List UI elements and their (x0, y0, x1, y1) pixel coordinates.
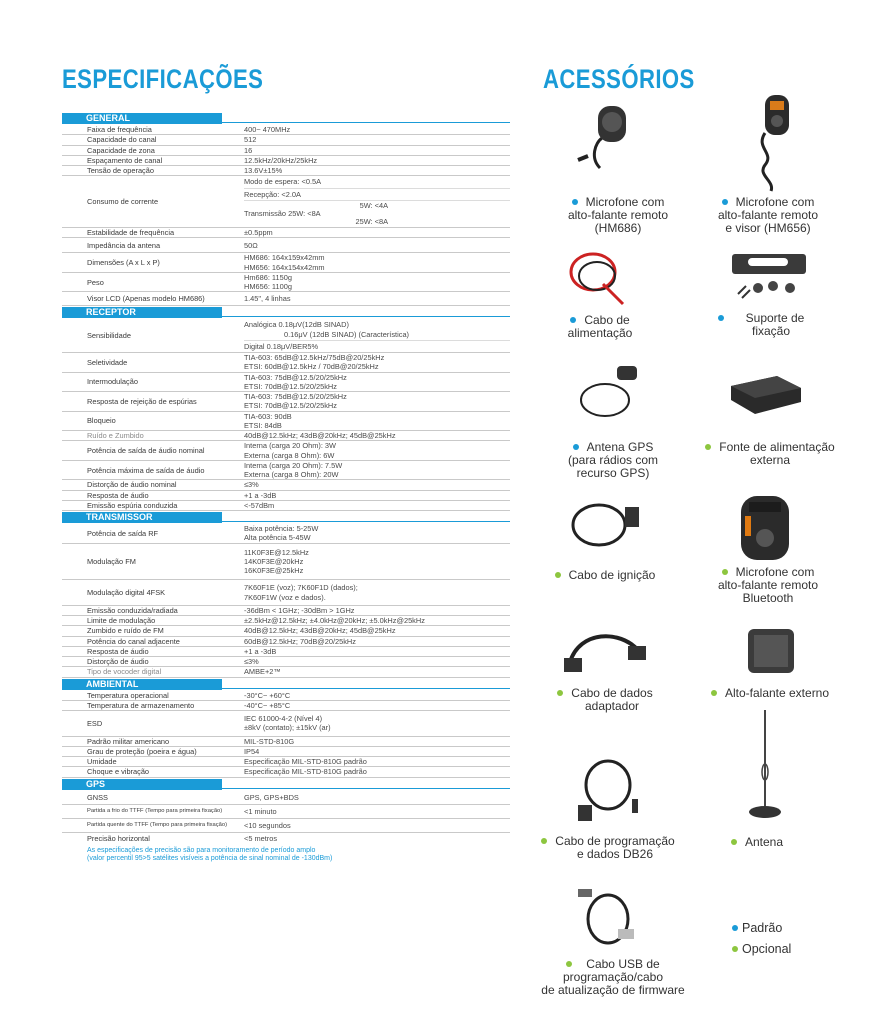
table-row: Potência do canal adjacente 60dB@12.5kHz; 70dB@20/25kHz (62, 637, 510, 647)
accessory-power-supply: Fonte de alimentação externa (700, 441, 840, 467)
table-row: Potência máxima de saída de áudio Interna (carga 20 Ohm): 7.5W Externa (carga 8 Ohm): 20W (62, 461, 510, 481)
table-row: Dimensões (A x L x P) HM686: 164x159x42mm HM656: 164x154x42mm (62, 253, 510, 273)
optional-bullet-icon (731, 839, 737, 845)
section-header: GENERAL (62, 113, 222, 124)
section-ambiental (62, 679, 510, 691)
accessory-bluetooth-mic: Microfone com alto-falante remoto Bluetooth (717, 565, 819, 605)
table-row: Seletividade TIA-603: 65dB@12.5kHz/75dB@20/25kHz ETSI: 60dB@12.5kHz / 70dB@20/25kHz (62, 353, 510, 373)
ignition-cable-icon (567, 495, 647, 555)
table-row: Peso Hm686: 1150g HM656: 1100g (62, 273, 510, 293)
table-row: Temperatura operacional -30°C~ +60°C (62, 691, 510, 701)
section-header: GPS (62, 779, 222, 790)
table-row: Emissão espúria conduzida <-57dBm (62, 501, 510, 511)
data-adapter-cable-icon (560, 620, 650, 680)
section-header: RECEPTOR (62, 307, 222, 318)
optional-bullet-icon (555, 572, 561, 578)
spec-title: ESPECIFICAÇÕES (62, 64, 264, 94)
table-row: Bloqueio TIA-603: 90dB ETSI: 84dB (62, 412, 510, 432)
optional-bullet-icon (541, 838, 547, 844)
table-row: Sensibilidade Analógica 0.18μV(12dB SINAD) 0.16μV (12dB SINAD) (Característica) Digital 0.18μV/BER5% (62, 319, 510, 353)
accessory-antenna: Antena (722, 836, 792, 849)
table-row: Potência de saída RF Baixa potência: 5-25W Alta potência 5-45W (62, 524, 510, 544)
accessory-gps-antenna: Antena GPS (para rádios com recurso GPS) (567, 440, 659, 480)
table-row: Partida a frio do TTFF (Tempo para primeira fixação) <1 minuto (62, 805, 510, 819)
accessory-usb-cable: Cabo USB de programação/cabo de atualização de firmware (541, 957, 685, 997)
spec-table (62, 112, 510, 863)
table-row: Capacidade do canal 512 (62, 135, 510, 145)
table-row: Zumbido e ruído de FM 40dB@12.5kHz; 43dB@20kHz; 45dB@25kHz (62, 626, 510, 636)
section-header: TRANSMISSOR (62, 512, 222, 523)
table-row: Tipo de vocoder digital AMBE+2™ (62, 667, 510, 677)
accessory-power-cable: Cabo de alimentação (567, 313, 633, 340)
table-row: Estabilidade de frequência ±0.5ppm (62, 228, 510, 238)
table-row: Potência de saída de áudio nominal Interna (carga 20 Ohm): 3W Externa (carga 8 Ohm): 6W (62, 441, 510, 461)
power-cable-icon (563, 244, 633, 314)
table-row: Distorção de áudio ≤3% (62, 657, 510, 667)
mounting-bracket-icon (718, 246, 818, 306)
table-row: Visor LCD (Apenas modelo HM686) 1.45", 4 linhas (62, 292, 510, 306)
table-row: Faixa de frequência 400~ 470MHz (62, 125, 510, 135)
table-row: Distorção de áudio nominal ≤3% (62, 480, 510, 490)
table-row: Precisão horizontal <5 metros (87, 834, 278, 844)
accessory-bracket: Suporte de fixação (706, 312, 816, 338)
hand-microphone-icon (570, 98, 650, 178)
table-row: Umidade Especificação MIL-STD-810G padrão (62, 757, 510, 767)
section-transmissor (62, 512, 510, 524)
table-row: Capacidade de zona 16 (62, 146, 510, 156)
table-row: Temperatura de armazenamento -40°C~ +85°C (62, 701, 510, 711)
gps-note: As especificações de precisão são para monitoramento de período amplo (valor percentil 95>5 satélites visíveis a potência de sinal nominal de -130dBm) (87, 846, 333, 863)
standard-bullet-icon (573, 444, 579, 450)
table-row: Intermodulação TIA-603: 75dB@12.5/20/25kHz ETSI: 70dB@12.5/20/25kHz (62, 373, 510, 393)
table-row: Partida quente do TTFF (Tempo para primeira fixação) <10 segundos (62, 819, 510, 833)
power-supply-icon (725, 370, 805, 420)
standard-bullet-icon (722, 199, 728, 205)
table-row: ESD IEC 61000-4-2 (Nível 4) ±8kV (contato); ±15kV (ar) (62, 711, 510, 737)
table-row: Choque e vibração Especificação MIL-STD-810G padrão (62, 767, 510, 777)
antenna-icon (740, 706, 790, 826)
accessory-db26-cable: Cabo de programação e dados DB26 (533, 835, 683, 861)
external-speaker-icon (740, 623, 800, 683)
accessory-ignition-cable: Cabo de ignição (540, 569, 670, 582)
gps-antenna-icon (575, 358, 645, 428)
standard-bullet-icon (718, 315, 724, 321)
table-row: Tensão de operação 13.6V±15% (62, 166, 510, 176)
table-row: Consumo de corrente Modo de espera: <0.5A Recepção: <2.0A 5W: <4A Transmissão 25W: <8A 25W: <8A (62, 176, 510, 228)
optional-bullet-icon (705, 444, 711, 450)
legend: Padrão Opcional (732, 918, 791, 960)
optional-bullet-icon (722, 569, 728, 575)
section-receptor (62, 307, 510, 319)
optional-bullet-icon (566, 961, 572, 967)
optional-bullet-icon (557, 690, 563, 696)
table-row: Resposta de rejeição de espúrias TIA-603: 75dB@12.5/20/25kHz ETSI: 70dB@12.5/20/25kHz (62, 392, 510, 412)
programming-cable-db26-icon (568, 755, 648, 825)
table-row: Limite de modulação ±2.5kHz@12.5kHz; ±4.0kHz@20kHz; ±5.0kHz@25kHz (62, 616, 510, 626)
optional-bullet-icon (711, 690, 717, 696)
standard-bullet-icon (570, 317, 576, 323)
table-row: Grau de proteção (poeira e água) IP54 (62, 747, 510, 757)
section-general (62, 113, 510, 125)
display-microphone-icon (735, 93, 805, 193)
section-gps (62, 779, 510, 791)
optional-bullet-icon (732, 946, 738, 952)
accessory-hm656: Microfone com alto-falante remoto e visor (HM656) (717, 195, 819, 235)
table-row: Modulação FM 11K0F3E@12.5kHz 14K0F3E@20kHz 16K0F3E@25kHz (62, 544, 510, 581)
accessories-title: ACESSÓRIOS (543, 64, 695, 94)
table-row: Emissão conduzida/radiada -36dBm < 1GHz; -30dBm > 1GHz (62, 606, 510, 616)
accessory-external-speaker: Alto-falante externo (700, 687, 840, 700)
table-row: Impedância da antena 50Ω (62, 238, 510, 253)
table-row: Padrão militar americano MIL-STD-810G (62, 737, 510, 747)
section-header: AMBIENTAL (62, 679, 222, 690)
accessory-data-cable: Cabo de dados adaptador (540, 687, 670, 713)
bluetooth-microphone-icon (735, 494, 795, 562)
standard-bullet-icon (572, 199, 578, 205)
accessory-hm686: Microfone com alto-falante remoto (HM686) (567, 195, 669, 235)
table-row: Ruído e Zumbido 40dB@12.5kHz; 43dB@20kHz; 45dB@25kHz (62, 431, 510, 441)
usb-programming-cable-icon (572, 885, 642, 955)
table-row: Espaçamento de canal 12.5kHz/20kHz/25kHz (62, 156, 510, 166)
table-row: Modulação digital 4FSK 7K60F1E (voz); 7K60F1D (dados); 7K60F1W (voz e dados). (62, 580, 510, 606)
standard-bullet-icon (732, 925, 738, 931)
table-row: Resposta de áudio +1 a -3dB (62, 647, 510, 657)
table-row: GNSS GPS, GPS+BDS (62, 791, 510, 805)
table-row: Resposta de áudio +1 a -3dB (62, 491, 510, 501)
